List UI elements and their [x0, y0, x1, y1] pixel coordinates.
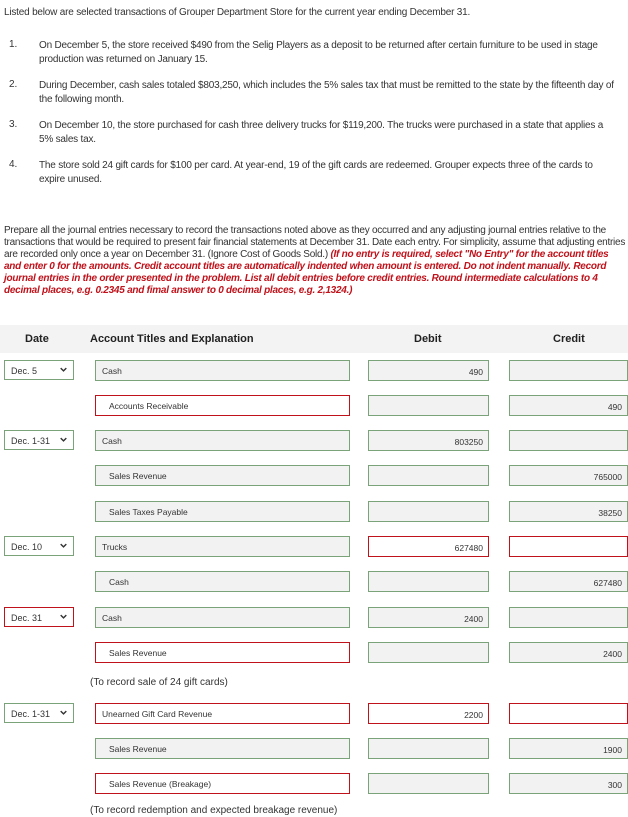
item-text: On December 5, the store received $490 from the Selig Players as a deposit to be returned after certain furniture to be used in stage production was returned on January 15.	[39, 40, 598, 65]
item-number: 3.	[9, 119, 18, 130]
credit-header: Credit	[553, 333, 585, 345]
table-header	[0, 325, 628, 353]
date-select[interactable]	[4, 703, 74, 723]
item-text: On December 10, the store purchased for cash three delivery trucks for $119,200. The trucks were purchased in a state that applies a 5% sales tax.	[39, 120, 604, 145]
debit-input[interactable]	[368, 395, 489, 416]
list-item	[0, 119, 628, 159]
account-input[interactable]: Unearned Gift Card Revenue	[95, 703, 350, 724]
chevron-down-icon	[60, 709, 67, 716]
account-input[interactable]: Cash	[95, 571, 350, 592]
debit-input[interactable]: 2200	[368, 703, 489, 724]
item-text: The store sold 24 gift cards for $100 per card. At year-end, 19 of the gift cards are redeemed. Grouper expects three of the cards to expire unused.	[39, 160, 593, 185]
credit-input[interactable]	[509, 536, 628, 557]
credit-input[interactable]: 300	[509, 773, 628, 794]
chevron-down-icon	[60, 366, 67, 373]
debit-input[interactable]	[368, 465, 489, 486]
credit-input[interactable]	[509, 360, 628, 381]
account-input[interactable]: Cash	[95, 607, 350, 628]
transaction-list	[0, 39, 628, 199]
debit-input[interactable]	[368, 642, 489, 663]
entry-note: (To record sale of 24 gift cards)	[90, 677, 228, 688]
account-input[interactable]: Sales Taxes Payable	[95, 501, 350, 522]
debit-input[interactable]	[368, 738, 489, 759]
account-input[interactable]: Sales Revenue	[95, 642, 350, 663]
credit-input[interactable]: 1900	[509, 738, 628, 759]
credit-input[interactable]: 38250	[509, 501, 628, 522]
item-number: 4.	[9, 159, 18, 170]
account-input[interactable]: Sales Revenue	[95, 465, 350, 486]
credit-input[interactable]	[509, 703, 628, 724]
chevron-down-icon	[60, 613, 67, 620]
account-input[interactable]: Sales Revenue (Breakage)	[95, 773, 350, 794]
date-value: Dec. 10	[11, 542, 43, 552]
debit-header: Debit	[414, 333, 442, 345]
instructions-main: Prepare all the journal entries necessary to record the transactions noted above as they occurred and any adjusting journal entries relative to the transactions that would be required to present fair financial statements at December 31. Date each entry. For simplicity, assume that adjusting entries are recorded only once a year on December 31. (Ignore Cost of Goods Sold.)	[4, 225, 626, 260]
date-header: Date	[25, 333, 49, 345]
credit-input[interactable]	[509, 607, 628, 628]
debit-input[interactable]	[368, 773, 489, 794]
account-input[interactable]: Cash	[95, 360, 350, 381]
item-text: During December, cash sales totaled $803,250, which includes the 5% sales tax that must be remitted to the state by the fifteenth day of the following month.	[39, 80, 614, 105]
date-select[interactable]	[4, 430, 74, 450]
account-input[interactable]: Accounts Receivable	[95, 395, 350, 416]
debit-input[interactable]: 2400	[368, 607, 489, 628]
date-value: Dec. 1-31	[11, 709, 51, 719]
credit-input[interactable]: 490	[509, 395, 628, 416]
instructions-warning: (If no entry is required, select "No Entry" for the account titles and enter 0 for the amounts. Credit account titles are automatically indented when amount is entered. Do not indent manually. Record journal entries in the order presented in the problem. List all debit entries before credit entries. Round intermediate calculations to 4 decimal places, e.g. 0.2345 and fimal answer to 0 decimal places, e.g. 2,1324.)	[4, 249, 609, 296]
date-value: Dec. 1-31	[11, 436, 51, 446]
date-select[interactable]	[4, 536, 74, 556]
list-item	[0, 39, 628, 79]
account-input[interactable]: Sales Revenue	[95, 738, 350, 759]
entry-note: (To record redemption and expected breakage revenue)	[90, 805, 338, 816]
chevron-down-icon	[60, 436, 67, 443]
date-value: Dec. 31	[11, 613, 43, 623]
date-select[interactable]	[4, 360, 74, 380]
account-header: Account Titles and Explanation	[90, 333, 254, 345]
credit-input[interactable]: 2400	[509, 642, 628, 663]
credit-input[interactable]: 627480	[509, 571, 628, 592]
credit-input[interactable]	[509, 430, 628, 451]
debit-input[interactable]	[368, 571, 489, 592]
credit-input[interactable]: 765000	[509, 465, 628, 486]
account-input[interactable]: Trucks	[95, 536, 350, 557]
account-input[interactable]: Cash	[95, 430, 350, 451]
item-number: 2.	[9, 79, 18, 90]
debit-input[interactable]: 627480	[368, 536, 489, 557]
chevron-down-icon	[60, 542, 67, 549]
date-select[interactable]	[4, 607, 74, 627]
date-value: Dec. 5	[11, 366, 38, 376]
debit-input[interactable]	[368, 501, 489, 522]
instructions	[4, 225, 626, 297]
item-number: 1.	[9, 39, 18, 50]
intro-text: Listed below are selected transactions of Grouper Department Store for the current year ending December 31.	[4, 7, 471, 18]
debit-input[interactable]: 490	[368, 360, 489, 381]
list-item	[0, 159, 628, 199]
list-item	[0, 79, 628, 119]
debit-input[interactable]: 803250	[368, 430, 489, 451]
